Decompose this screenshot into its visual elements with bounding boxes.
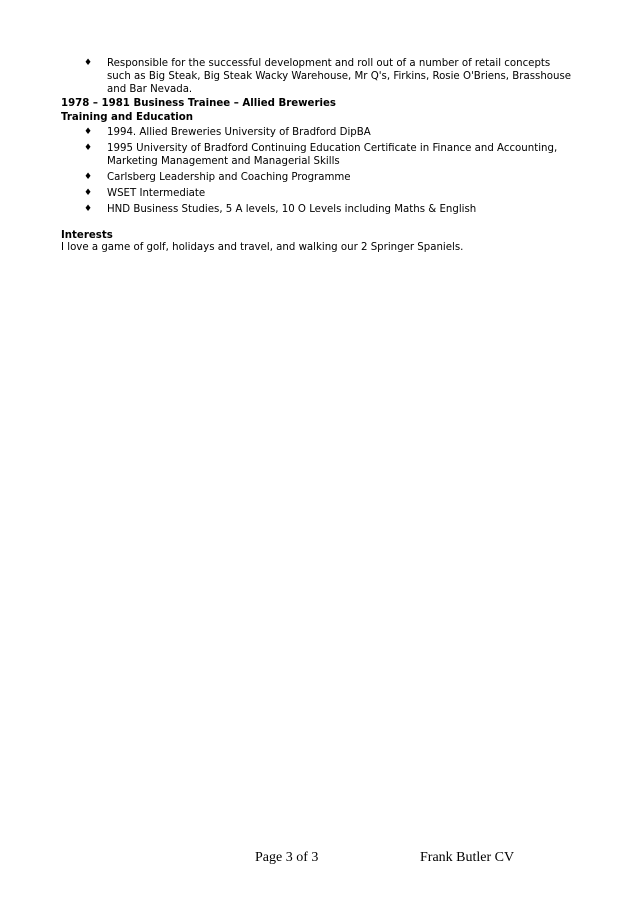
diamond-bullet-icon: ♦ — [84, 127, 93, 137]
diamond-bullet-icon: ♦ — [84, 188, 93, 198]
interests-text: I love a game of golf, holidays and travel, and walking our 2 Springer Spaniels. — [61, 242, 464, 253]
footer-page-number: Page 3 of 3 — [255, 850, 319, 865]
list-item-text: HND Business Studies, 5 A levels, 10 O Levels including Maths & English — [107, 204, 477, 215]
list-item — [0, 171, 638, 184]
diamond-bullet-icon: ♦ — [84, 143, 93, 153]
list-item-text: Carlsberg Leadership and Coaching Programme — [107, 172, 351, 183]
training-heading: Training and Education — [61, 112, 194, 123]
list-item — [0, 187, 638, 200]
list-item — [0, 142, 638, 168]
diamond-bullet-icon: ♦ — [84, 58, 93, 68]
list-item — [0, 126, 638, 139]
list-item-text: Responsible for the successful development and roll out of a number of retail concepts such as Big Steak, Big Steak Wacky Warehouse, Mr Q's, Firkins, Rosie O'Briens, Brasshouse and Bar Nevada. — [107, 58, 572, 95]
list-item-text: 1994. Allied Breweries University of Bradford DipBA — [107, 127, 371, 138]
list-item — [0, 57, 638, 96]
list-item-text: WSET Intermediate — [107, 188, 206, 199]
experience-bullet-list — [0, 57, 638, 96]
job-heading: 1978 – 1981 Business Trainee – Allied Breweries — [61, 98, 336, 109]
footer-document-name: Frank Butler CV — [420, 850, 515, 865]
diamond-bullet-icon: ♦ — [84, 172, 93, 182]
list-item — [0, 203, 638, 216]
diamond-bullet-icon: ♦ — [84, 204, 93, 214]
list-item-text: 1995 University of Bradford Continuing Education Certificate in Finance and Accounting, Marketing Management and Managerial Skills — [107, 143, 558, 167]
training-list — [0, 126, 638, 219]
interests-heading: Interests — [61, 230, 113, 241]
